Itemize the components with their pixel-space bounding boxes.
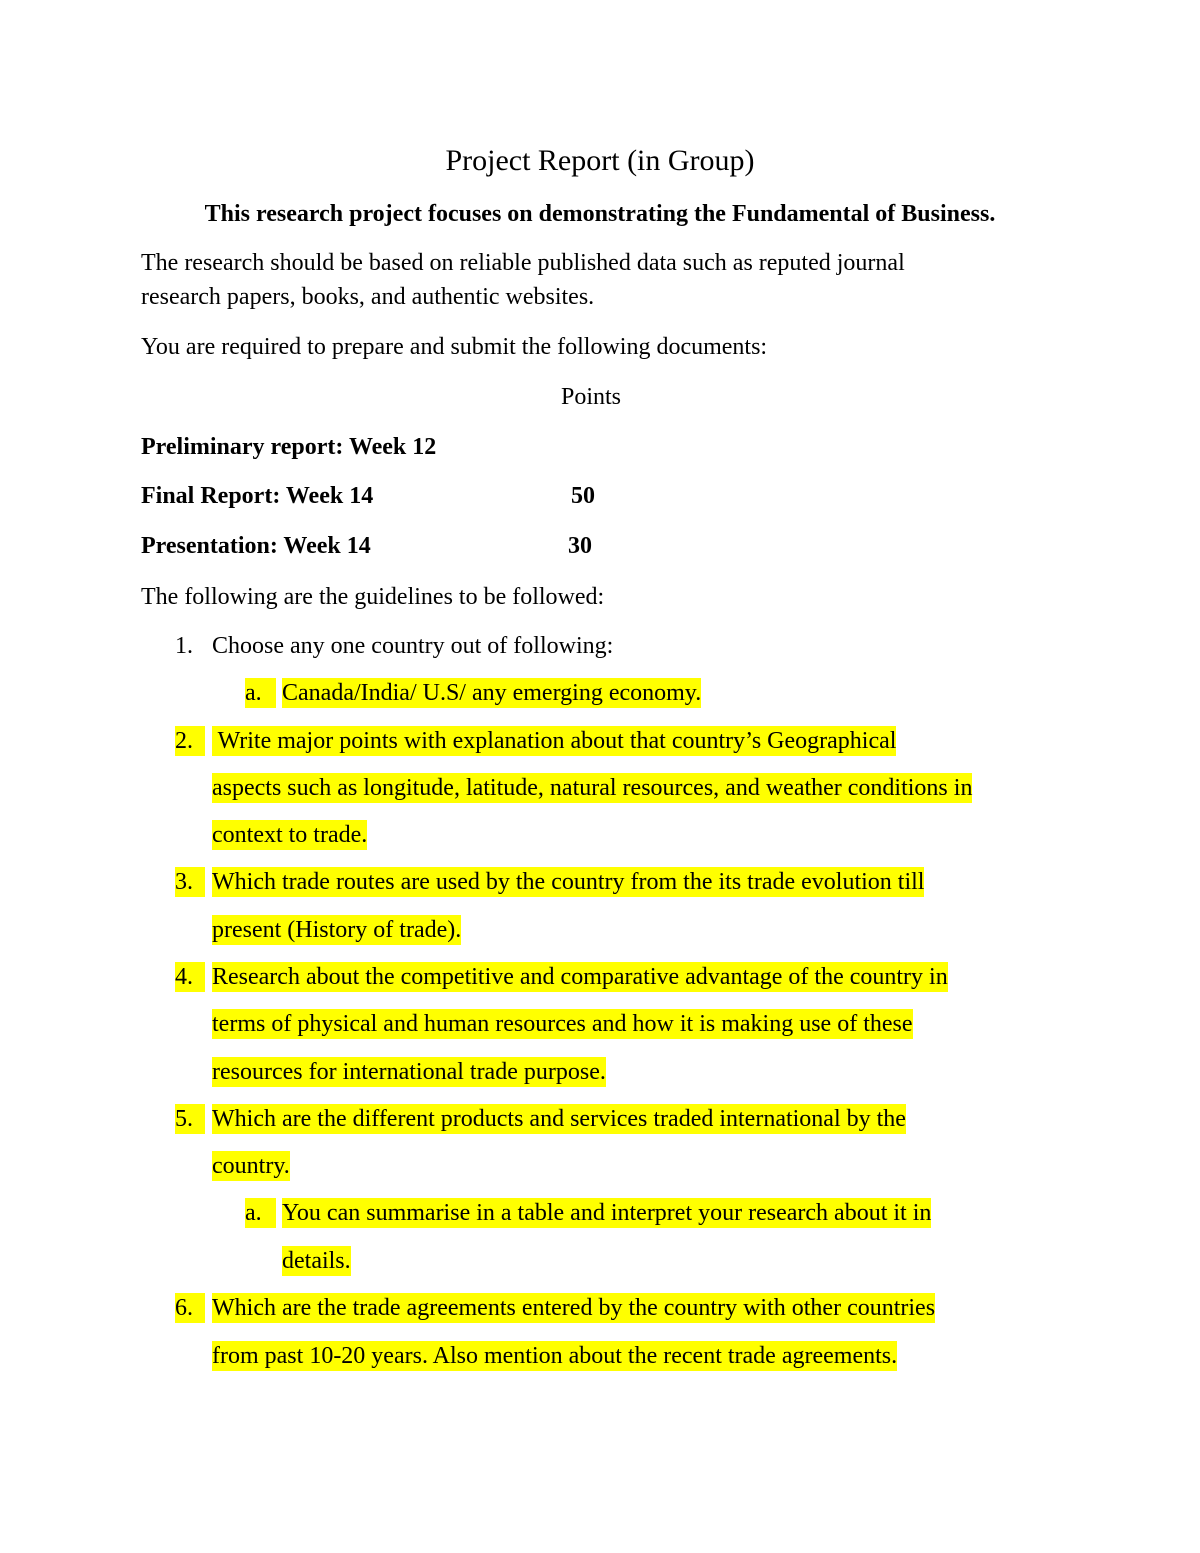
list-item-5-line-1: Which are the different products and services traded international by the (212, 1106, 906, 1132)
list-item-4-line-1: Research about the competitive and comparative advantage of the country in (212, 964, 948, 990)
list-marker-3: 3. (175, 867, 205, 897)
intro-line-1: The research should be based on reliable published data such as reputed journal (141, 250, 905, 276)
deliverable-presentation: Presentation: Week 14 (141, 533, 371, 559)
list-item-5a-line-2: details. (282, 1248, 351, 1274)
list-item-1a-text: Canada/India/ U.S/ any emerging economy. (282, 680, 702, 706)
list-item-5a-line-1: You can summarise in a table and interpret your research about it in (282, 1200, 932, 1226)
list-item-5-line-2: country. (212, 1153, 290, 1179)
list-item-6-line-1: Which are the trade agreements entered by the country with other countries (212, 1295, 936, 1321)
deliverable-presentation-points: 30 (568, 533, 592, 559)
list-item-1a-marker: a. (245, 678, 276, 708)
points-header: Points (561, 384, 622, 410)
list-item-2-line-1: Write major points with explanation about that country’s Geographical (212, 728, 897, 754)
list-item-1-text: Choose any one country out of following: (212, 633, 614, 659)
required-text: You are required to prepare and submit the following documents: (141, 334, 768, 360)
subtitle: This research project focuses on demonstrating the Fundamental of Business. (204, 201, 996, 227)
list-item-4-line-2: terms of physical and human resources and how it is making use of these (212, 1011, 913, 1037)
list-item-3-line-1: Which trade routes are used by the country from the its trade evolution till (212, 869, 925, 895)
deliverable-final: Final Report: Week 14 (141, 483, 374, 509)
list-marker-5: 5. (175, 1104, 205, 1134)
intro-line-2: research papers, books, and authentic websites. (141, 284, 595, 310)
list-marker-2: 2. (175, 726, 205, 756)
list-marker-1: 1. (175, 633, 193, 659)
list-marker-6: 6. (175, 1293, 205, 1323)
guidelines-intro: The following are the guidelines to be followed: (141, 584, 605, 610)
list-item-6-line-2: from past 10-20 years. Also mention about the recent trade agreements. (212, 1343, 898, 1369)
deliverable-preliminary: Preliminary report: Week 12 (141, 434, 437, 460)
deliverable-final-points: 50 (571, 483, 595, 509)
page-title: Project Report (in Group) (445, 144, 755, 177)
list-marker-4: 4. (175, 962, 205, 992)
list-item-2-line-2: aspects such as longitude, latitude, natural resources, and weather conditions in (212, 775, 973, 801)
list-item-2-line-3: context to trade. (212, 822, 368, 848)
list-item-5a-marker: a. (245, 1198, 276, 1228)
list-item-4-line-3: resources for international trade purpose. (212, 1059, 606, 1085)
list-item-3-line-2: present (History of trade). (212, 917, 462, 943)
